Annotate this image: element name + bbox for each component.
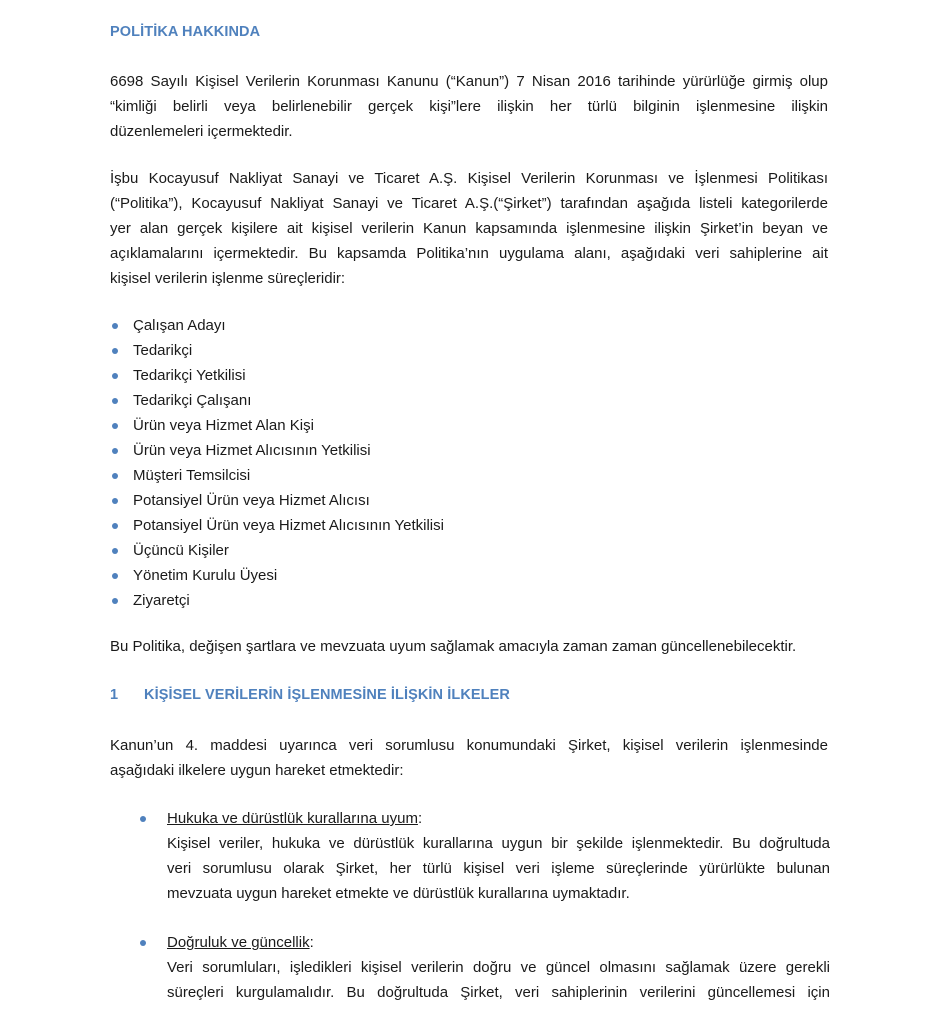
principle-body [140, 955, 830, 1005]
list-item [112, 338, 444, 363]
bullet-icon [112, 373, 118, 379]
heading-number: 1 [110, 687, 119, 703]
list-item-label: Yönetim Kurulu Üyesi [133, 567, 278, 584]
bullet-icon [112, 398, 118, 404]
principle-item [140, 806, 830, 906]
bullet-icon [112, 523, 118, 529]
list-item [112, 563, 444, 588]
heading-text: KİŞİSEL VERİLERİN İŞLENMESİNE İLİŞKİN İLKELER [144, 687, 510, 703]
paragraph-line: veri sorumlusu olarak Şirket, her türlü kişisel veri işleme süreçlerinde yürürlükte bulunan [167, 860, 830, 877]
list-item-label: Çalışan Adayı [133, 317, 226, 334]
list-item-label: Üçüncü Kişiler [133, 542, 229, 559]
list-item-label: Ziyaretçi [133, 592, 190, 609]
bullet-icon [112, 473, 118, 479]
list-item [112, 438, 444, 463]
paragraph-line: kişisel verilerin işlenme süreçleridir: [110, 270, 346, 287]
bullet-icon [112, 448, 118, 454]
list-item-label: Ürün veya Hizmet Alan Kişi [133, 417, 314, 434]
paragraph-line: Veri sorumluları, işledikleri kişisel verilerin doğru ve güncel olmasını sağlamak üzere gerekli [167, 959, 830, 976]
list-item-label: Potansiyel Ürün veya Hizmet Alıcısının Yetkilisi [133, 517, 444, 534]
paragraph-line: düzenlemeleri içermektedir. [110, 123, 293, 140]
bullet-icon [112, 598, 118, 604]
paragraph-line: aşağıdaki ilkelere uygun hareket etmektedir: [110, 762, 404, 779]
paragraph-line: Bu Politika, değişen şartlara ve mevzuata uyum sağlamak amacıyla zaman zaman güncellenebilecektir. [110, 638, 797, 655]
list-item [112, 313, 444, 338]
list-item [112, 363, 444, 388]
principle-title: Hukuka ve dürüstlük kurallarına uyum [167, 810, 418, 827]
update-note [110, 634, 828, 659]
principle-title-suffix: : [309, 934, 314, 951]
bullet-icon [112, 423, 118, 429]
bullet-icon [112, 348, 118, 354]
scope-paragraph [110, 166, 828, 291]
principle-title-row [140, 930, 830, 955]
paragraph-line: açıklamalarını içermektedir. Bu kapsamda Politika’nın uygulama alanı, aşağıdaki veri sahiplerine ait [110, 245, 828, 262]
list-item [112, 588, 444, 613]
list-item-label: Müşteri Temsilcisi [133, 467, 251, 484]
bullet-icon [112, 498, 118, 504]
paragraph-line: Kanun’un 4. maddesi uyarınca veri sorumlusu konumundaki Şirket, kişisel verilerin işlenmesinde [110, 737, 828, 754]
list-item [112, 388, 444, 413]
list-item-label: Tedarikçi Yetkilisi [133, 367, 246, 384]
bullet-icon [112, 573, 118, 579]
paragraph-line: “kimliği belirli veya belirlenebilir gerçek kişi”lere ilişkin her türlü bilginin işlenmesine ilişkin [110, 98, 828, 115]
principle-title: Doğruluk ve güncellik [167, 934, 310, 951]
list-item [112, 413, 444, 438]
bullet-icon [112, 548, 118, 554]
principles-intro [110, 733, 828, 783]
list-item [112, 538, 444, 563]
data-subjects-list [112, 313, 444, 613]
principle-item [140, 930, 830, 1005]
paragraph-line: 6698 Sayılı Kişisel Verilerin Korunması Kanunu (“Kanun”) 7 Nisan 2016 tarihinde yürürlüğe girmiş olup [110, 73, 828, 90]
paragraph-line: Kişisel veriler, hukuka ve dürüstlük kurallarına uygun bir şekilde işlenmektedir. Bu doğrultuda [167, 835, 830, 852]
principle-title-suffix: : [417, 810, 423, 827]
list-item [112, 488, 444, 513]
bullet-icon [140, 940, 146, 946]
bullet-icon [112, 323, 118, 329]
intro-paragraph [110, 69, 828, 144]
principles-heading [110, 687, 510, 703]
paragraph-line: süreçleri kurgulamalıdır. Bu doğrultuda Şirket, veri sahiplerinin verilerini güncellemesi için [167, 984, 830, 1001]
list-item-label: Tedarikçi [133, 342, 193, 359]
principle-body [140, 831, 830, 906]
list-item [112, 513, 444, 538]
paragraph-line: yer alan gerçek kişilere ait kişisel verilerin Kanun kapsamında işlenmesine ilişkin Şirket’in beyan ve [110, 220, 828, 237]
list-item-label: Potansiyel Ürün veya Hizmet Alıcısı [133, 492, 370, 509]
paragraph-line: İşbu Kocayusuf Nakliyat Sanayi ve Ticaret A.Ş. Kişisel Verilerin Korunması ve İşlenmesi Politikası [110, 170, 828, 187]
section-heading: POLİTİKA HAKKINDA [110, 24, 261, 40]
list-item [112, 463, 444, 488]
list-item-label: Ürün veya Hizmet Alıcısının Yetkilisi [133, 442, 371, 459]
paragraph-line: mevzuata uygun hareket etmekte ve dürüstlük kurallarına uymaktadır. [167, 885, 630, 902]
list-item-label: Tedarikçi Çalışanı [133, 392, 252, 409]
paragraph-line: (“Politika”), Kocayusuf Nakliyat Sanayi ve Ticaret A.Ş.(“Şirket”) tarafından aşağıda listeli kategorilerde [110, 195, 828, 212]
bullet-icon [140, 816, 146, 822]
principle-title-row [140, 806, 830, 831]
